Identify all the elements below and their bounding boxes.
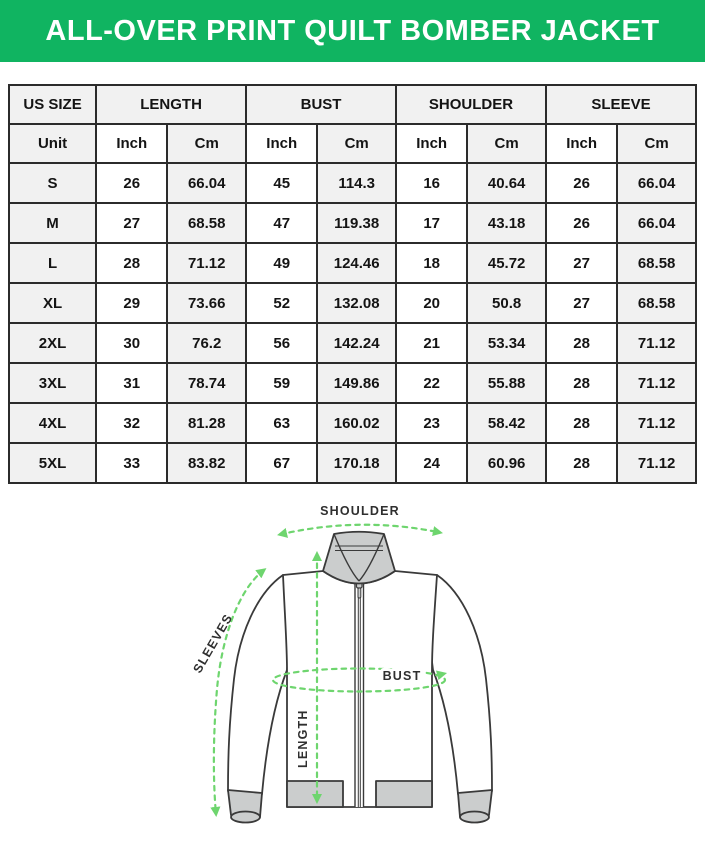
cell-value: 58.42 [467,403,546,443]
unit-header: Unit [9,124,96,163]
right-cuff-opening [460,812,489,823]
cell-value: 60.96 [467,443,546,483]
size-label: 4XL [9,403,96,443]
unit-cm: Cm [317,124,396,163]
cell-value: 49 [246,243,317,283]
cell-value: 68.58 [617,243,696,283]
table-row-4xl [9,403,696,443]
size-chart-section [0,62,705,484]
cell-value: 76.2 [167,323,246,363]
cell-value: 45 [246,163,317,203]
cell-value: 71.12 [617,363,696,403]
cell-value: 142.24 [317,323,396,363]
cell-value: 78.74 [167,363,246,403]
unit-cm: Cm [167,124,246,163]
cell-value: 55.88 [467,363,546,403]
size-label: 3XL [9,363,96,403]
group-header-row [9,85,696,124]
size-label: 2XL [9,323,96,363]
unit-inch: Inch [246,124,317,163]
size-label: S [9,163,96,203]
cell-value: 17 [396,203,467,243]
cell-value: 124.46 [317,243,396,283]
cell-value: 43.18 [467,203,546,243]
cell-value: 40.64 [467,163,546,203]
cell-value: 26 [546,203,617,243]
cell-value: 18 [396,243,467,283]
cell-value: 28 [546,443,617,483]
length-label: LENGTH [296,709,310,768]
cell-value: 28 [546,403,617,443]
cell-value: 22 [396,363,467,403]
zipper [355,580,365,807]
right-sleeve [430,575,492,794]
left-cuff-opening [231,812,260,823]
cell-value: 149.86 [317,363,396,403]
cell-value: 31 [96,363,167,403]
cell-value: 119.38 [317,203,396,243]
jacket-illustration [150,484,570,847]
unit-inch: Inch [396,124,467,163]
size-label: M [9,203,96,243]
cell-value: 71.12 [617,403,696,443]
cell-value: 67 [246,443,317,483]
cell-value: 33 [96,443,167,483]
zipper-tab [358,588,361,598]
unit-inch: Inch [546,124,617,163]
unit-inch: Inch [96,124,167,163]
cell-value: 24 [396,443,467,483]
size-label: XL [9,283,96,323]
cell-value: 32 [96,403,167,443]
cell-value: 71.12 [617,443,696,483]
cell-value: 20 [396,283,467,323]
cell-value: 81.28 [167,403,246,443]
cell-value: 71.12 [617,323,696,363]
unit-cm: Cm [467,124,546,163]
page-title: ALL-OVER PRINT QUILT BOMBER JACKET [45,14,660,47]
col-header-bust: BUST [246,85,396,124]
bust-label: BUST [382,669,422,683]
cell-value: 23 [396,403,467,443]
waistband-left [287,781,343,807]
cell-value: 16 [396,163,467,203]
cell-value: 28 [546,323,617,363]
cell-value: 56 [246,323,317,363]
cell-value: 27 [546,243,617,283]
cell-value: 68.58 [167,203,246,243]
table-row-5xl [9,443,696,483]
table-row-l [9,243,696,283]
cell-value: 170.18 [317,443,396,483]
cell-value: 28 [96,243,167,283]
shoulder-label: SHOULDER [320,504,400,518]
cell-value: 26 [96,163,167,203]
col-header-us-size: US SIZE [9,85,96,124]
cell-value: 27 [96,203,167,243]
cell-value: 29 [96,283,167,323]
size-table [8,84,697,484]
cell-value: 63 [246,403,317,443]
cell-value: 66.04 [167,163,246,203]
cell-value: 83.82 [167,443,246,483]
cell-value: 132.08 [317,283,396,323]
cell-value: 53.34 [467,323,546,363]
cell-value: 66.04 [617,203,696,243]
cell-value: 59 [246,363,317,403]
cell-value: 114.3 [317,163,396,203]
cell-value: 71.12 [167,243,246,283]
cell-value: 28 [546,363,617,403]
col-header-shoulder: SHOULDER [396,85,546,124]
table-row-2xl [9,323,696,363]
table-row-xl [9,283,696,323]
cell-value: 26 [546,163,617,203]
cell-value: 52 [246,283,317,323]
cell-value: 27 [546,283,617,323]
cell-value: 21 [396,323,467,363]
cell-value: 73.66 [167,283,246,323]
cell-value: 50.8 [467,283,546,323]
waistband-right [376,781,432,807]
cell-value: 47 [246,203,317,243]
cell-value: 66.04 [617,163,696,203]
size-label: 5XL [9,443,96,483]
cell-value: 68.58 [617,283,696,323]
cell-value: 45.72 [467,243,546,283]
unit-cm: Cm [617,124,696,163]
collar [323,532,395,584]
measurement-diagram [0,484,705,847]
size-label: L [9,243,96,283]
unit-header-row [9,124,696,163]
table-row-s [9,163,696,203]
cell-value: 160.02 [317,403,396,443]
col-header-sleeve: SLEEVE [546,85,696,124]
table-row-m [9,203,696,243]
table-row-3xl [9,363,696,403]
col-header-length: LENGTH [96,85,246,124]
title-banner [0,0,705,62]
sleeves-label: SLEEVES [190,611,236,676]
cell-value: 30 [96,323,167,363]
